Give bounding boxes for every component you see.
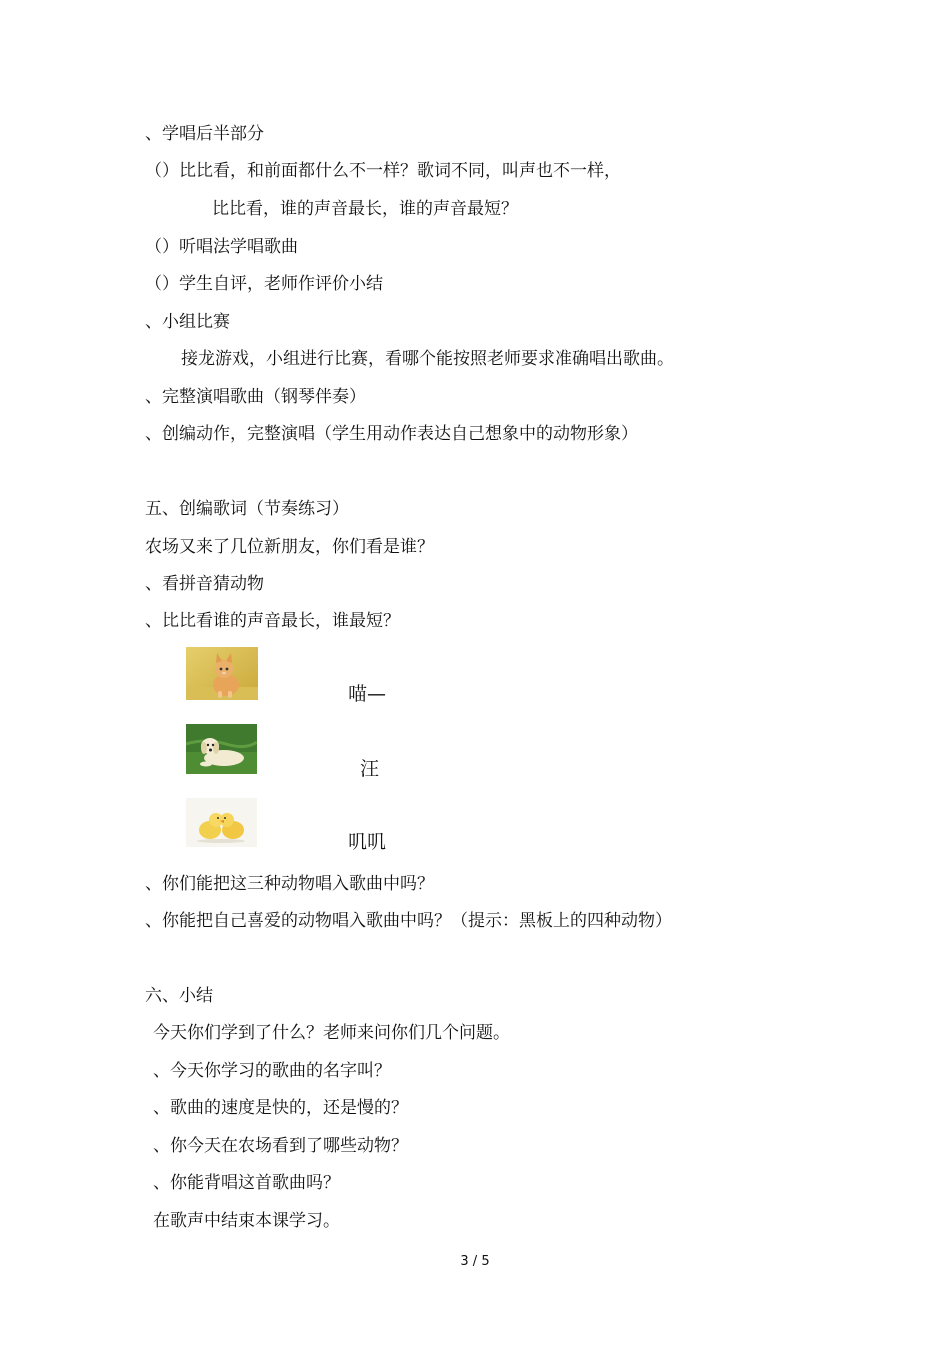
chicks-image [186, 798, 257, 847]
text-line: 、你能背唱这首歌曲吗？ [153, 1173, 340, 1193]
page-number: 3 / 5 [460, 1254, 490, 1269]
text-line: 、创编动作，完整演唱（学生用动作表达自己想象中的动物形象） [145, 424, 638, 444]
section-heading: 五、创编歌词（节奏练习） [145, 499, 349, 519]
chicks-sound: 叽叽 [348, 831, 387, 853]
text-line: 、今天你学习的歌曲的名字叫？ [153, 1061, 391, 1081]
text-line: 、看拼音猜动物 [145, 574, 264, 594]
section-heading: 六、小结 [145, 986, 213, 1006]
text-line: 、小组比赛 [145, 312, 230, 332]
text-line: 、完整演唱歌曲（钢琴伴奏） [145, 387, 366, 407]
text-line: 接龙游戏，小组进行比赛，看哪个能按照老师要求准确唱出歌曲。 [181, 349, 674, 369]
text-line: 、比比看谁的声音最长，谁最短？ [145, 611, 400, 631]
kitten-image [186, 647, 258, 700]
text-line: 在歌声中结束本课学习。 [153, 1211, 340, 1231]
text-line: （）比比看，和前面都什么不一样？歌词不同，叫声也不一样， [145, 161, 621, 181]
text-line: 农场又来了几位新朋友，你们看是谁？ [145, 537, 434, 557]
text-line: （）学生自评，老师作评价小结 [145, 274, 383, 294]
text-line: 、学唱后半部分 [145, 124, 264, 144]
kitten-sound: 喵— [348, 683, 387, 705]
text-line: 今天你们学到了什么？老师来问你们几个问题。 [153, 1023, 510, 1043]
text-line: 、你能把自己喜爱的动物唱入歌曲中吗？（提示：黑板上的四种动物） [145, 911, 672, 931]
puppy-image [186, 724, 257, 774]
text-line: 、你今天在农场看到了哪些动物？ [153, 1136, 408, 1156]
text-line: 、歌曲的速度是快的，还是慢的？ [153, 1098, 408, 1118]
text-line: 比比看，谁的声音最长，谁的声音最短？ [212, 199, 518, 219]
text-line: 、你们能把这三种动物唱入歌曲中吗？ [145, 874, 434, 894]
puppy-sound: 汪 [360, 758, 380, 780]
text-line: （）听唱法学唱歌曲 [145, 237, 298, 257]
